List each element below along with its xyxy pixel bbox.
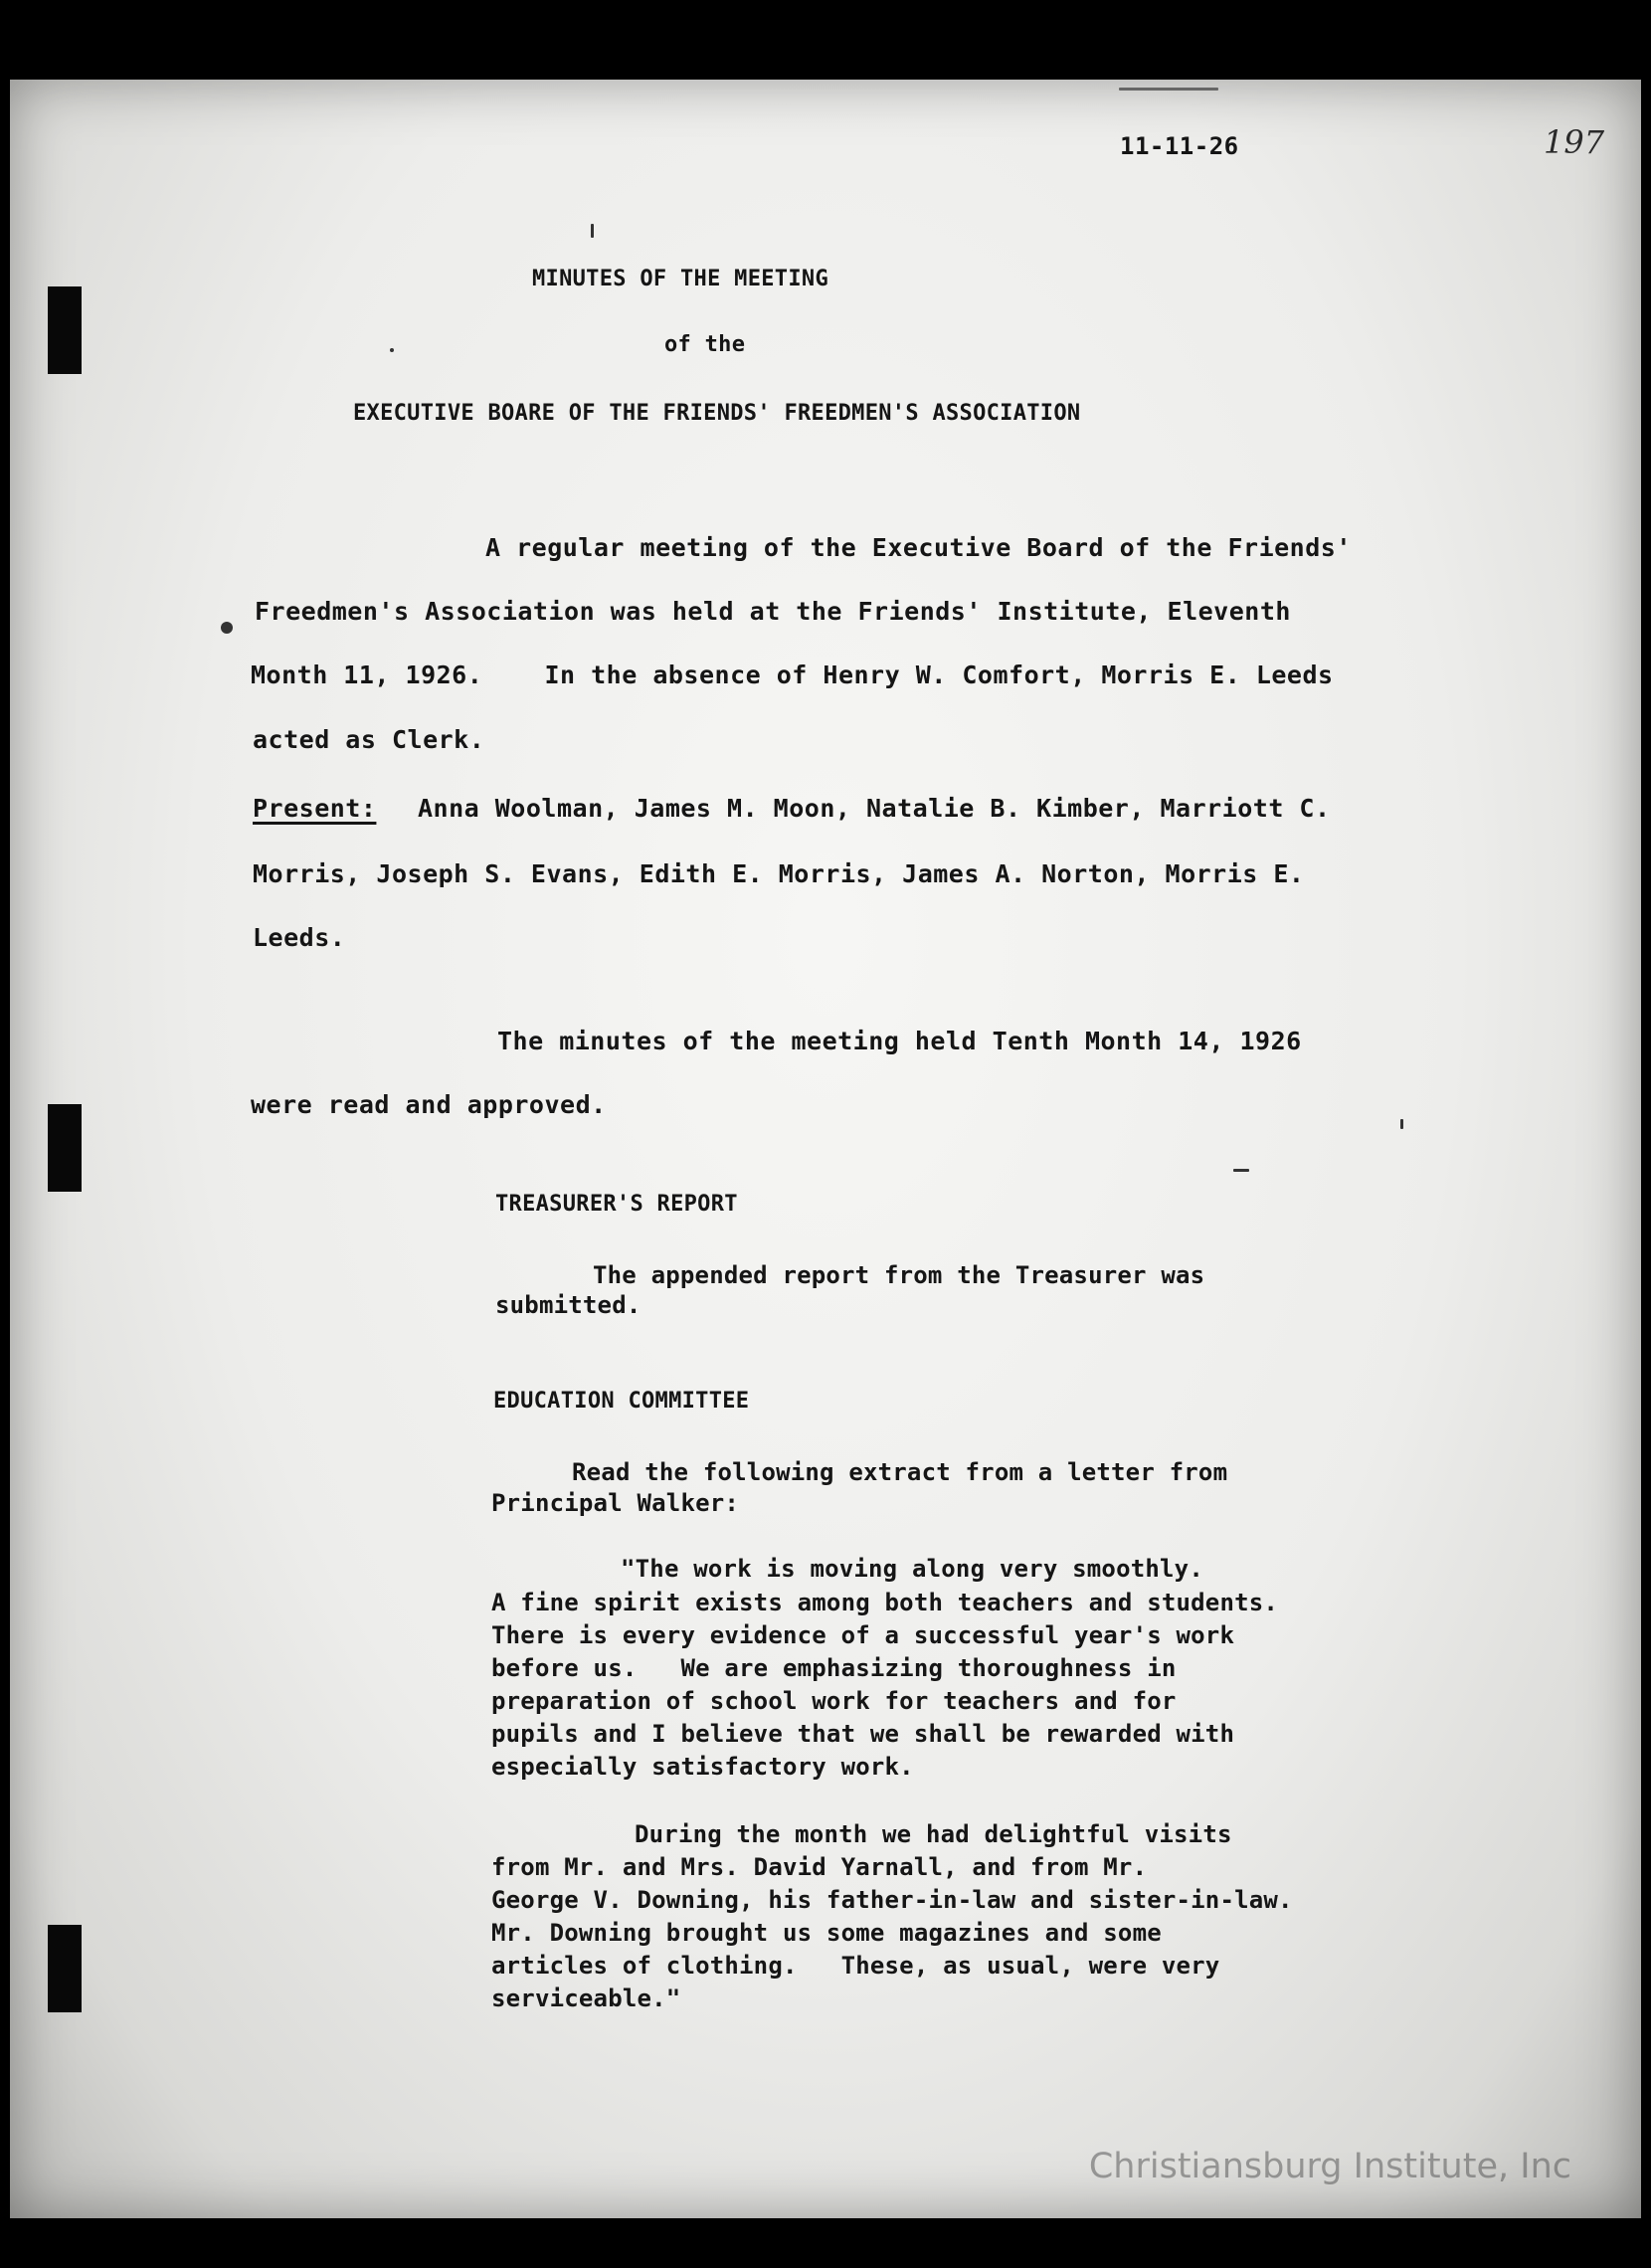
present-line-3: Leeds. [253,923,346,952]
opening-line-1: A regular meeting of the Executive Board of the Friends' [485,533,1352,562]
quote1-line-6: pupils and I believe that we shall be rewarded with [491,1720,1235,1748]
punch-hole-middle [48,1104,82,1192]
document-date: 11-11-26 [1120,132,1239,160]
quote1-line-1: "The work is moving along very smoothly. [621,1555,1203,1583]
quote2-line-6: serviceable." [491,1984,681,2012]
title-line-1: MINUTES OF THE MEETING [532,267,828,291]
education-intro-line-1: Read the following extract from a letter from [572,1458,1228,1486]
scan-speck [1400,1119,1403,1129]
punch-hole-bottom [48,1925,82,2012]
education-intro-line-2: Principal Walker: [491,1489,740,1517]
scan-speck [591,224,594,238]
quote1-line-3: There is every evidence of a successful year's work [491,1621,1235,1649]
watermark: Christiansburg Institute, Inc [1088,2147,1571,2186]
quote1-line-2: A fine spirit exists among both teachers and students. [491,1589,1279,1616]
quote1-line-4: before us. We are emphasizing thoroughness in [491,1654,1177,1682]
scan-speck [1119,88,1218,91]
quote2-line-4: Mr. Downing brought us some magazines and some [491,1919,1162,1947]
scan-speck [390,348,394,352]
page-number: 197 [1544,123,1605,161]
opening-line-2: Freedmen's Association was held at the Friends' Institute, Eleventh [255,597,1291,626]
minutes-line-2: were read and approved. [251,1090,607,1119]
title-line-3: EXECUTIVE BOARE OF THE FRIENDS' FREEDMEN'S ASSOCIATION [353,401,1081,426]
present-line-1: Anna Woolman, James M. Moon, Natalie B. Kimber, Marriott C. [418,794,1331,823]
minutes-line-1: The minutes of the meeting held Tenth Month 14, 1926 [497,1027,1302,1055]
opening-line-4: acted as Clerk. [253,725,485,754]
opening-line-3: Month 11, 1926. In the absence of Henry W. Comfort, Morris E. Leeds [251,661,1334,689]
title-line-2: of the [664,332,746,357]
present-line-2: Morris, Joseph S. Evans, Edith E. Morris, James A. Norton, Morris E. [253,859,1305,888]
present-label: Present: [253,794,377,823]
treasurer-line-2: submitted. [495,1291,642,1319]
quote2-line-1: During the month we had delightful visits [635,1820,1232,1848]
quote2-line-5: articles of clothing. These, as usual, were very [491,1952,1220,1980]
education-heading: EDUCATION COMMITTEE [493,1389,750,1414]
punch-hole-top [48,286,82,374]
quote1-line-5: preparation of school work for teachers and for [491,1687,1177,1715]
quote1-line-7: especially satisfactory work. [491,1753,914,1781]
quote2-line-2: from Mr. and Mrs. David Yarnall, and from Mr. [491,1853,1148,1881]
scan-speck [1233,1169,1249,1172]
quote2-line-3: George V. Downing, his father-in-law and sister-in-law. [491,1886,1293,1914]
treasurer-line-1: The appended report from the Treasurer was [593,1261,1205,1289]
scan-speck [221,622,233,634]
treasurer-heading: TREASURER'S REPORT [495,1192,738,1217]
